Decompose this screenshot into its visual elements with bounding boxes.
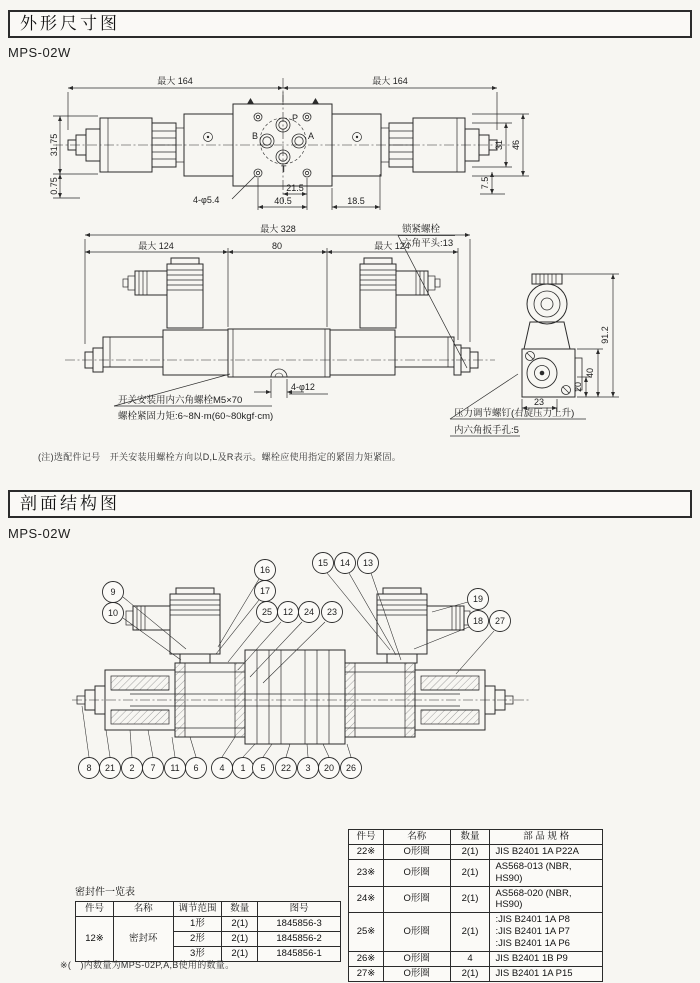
seal-table-footnote: ※( )内数量为MPS-02P,A,B使用的数量。 — [60, 960, 235, 970]
callout-19: 19 — [472, 594, 484, 604]
cell-qty: 2(1) — [450, 859, 490, 886]
callout-21: 21 — [104, 763, 116, 773]
seal-col-part-no: 件号 — [76, 902, 114, 917]
port-p-label: P — [292, 113, 299, 123]
oring-header-row — [349, 830, 603, 845]
oring-row-23 — [349, 859, 603, 886]
seal-table-block — [75, 883, 341, 962]
spec-line: :JIS B2401 1A P8 — [495, 914, 570, 926]
cell-part-no: 12※ — [76, 916, 114, 961]
callout-13: 13 — [362, 558, 374, 568]
cell-part-no: 22※ — [349, 844, 384, 859]
switch-bolt-label: 开关安装用内六角螺栓M5×70 — [118, 395, 243, 406]
callout-23: 23 — [326, 607, 338, 617]
cell-name: O形圈 — [383, 844, 450, 859]
dim-20: 20 — [573, 381, 583, 393]
cell-name: O形圈 — [383, 913, 450, 952]
port-a-label: A — [308, 131, 315, 141]
cell-name: O形圈 — [383, 951, 450, 966]
dim-0-75: 0.75 — [49, 177, 59, 195]
cell-spec: JIS B2401 1B P9 — [490, 951, 603, 966]
seal-col-dwg: 图号 — [258, 902, 341, 917]
side-view-dimension-drawing — [50, 222, 660, 457]
callout-22: 22 — [280, 763, 292, 773]
mounting-holes-label: 4-φ5.4 — [193, 195, 220, 205]
callout-leader-lines — [82, 573, 494, 757]
cell-part-no: 27※ — [349, 966, 384, 981]
dim-total-328: 最大 328 — [260, 224, 296, 234]
callout-15: 15 — [317, 558, 329, 568]
bottom-holes-label: 4-φ12 — [291, 382, 315, 392]
dim-center-80: 80 — [271, 241, 283, 251]
section1-title: 外形尺寸图 — [20, 14, 120, 33]
torque-label: 螺栓紧固力矩:6~8N·m(60~80kgf·cm) — [118, 411, 274, 422]
cell-dwg: 1845856-1 — [258, 946, 341, 961]
pressure-screw-label: 压力调节螺钉(右旋压力上升) — [454, 408, 575, 419]
callout-24: 24 — [303, 607, 315, 617]
cell-qty: 2(1) — [222, 916, 258, 931]
cell-qty: 2(1) — [450, 886, 490, 913]
section1-title-box — [8, 10, 692, 38]
spec-line: :JIS B2401 1A P6 — [495, 938, 570, 949]
dim-left-124: 最大 124 — [138, 241, 174, 251]
cell-qty: 2(1) — [450, 913, 490, 952]
cell-name: O形圈 — [383, 859, 450, 886]
cell-dwg: 1845856-2 — [258, 931, 341, 946]
cell-spec: AS568-020 (NBR, HS90) — [490, 886, 603, 913]
seal-table-title: 密封件一览表 — [75, 887, 135, 898]
cell-qty: 2(1) — [450, 966, 490, 981]
dim-40: 40 — [585, 367, 595, 379]
cell-name: O形圈 — [383, 886, 450, 913]
seal-col-name: 名称 — [113, 902, 173, 917]
cell-spec: AS568-013 (NBR, HS90) — [490, 859, 603, 886]
cell-qty: 2(1) — [450, 844, 490, 859]
section1-note: (注)选配件记号 开关安装用螺栓方向以D,L及R表示。螺栓应使用指定的紧固力矩紧固。 — [38, 452, 402, 462]
dim-31: 31 — [494, 139, 504, 151]
top-view-dimension-drawing — [40, 70, 660, 220]
cell-part-no: 23※ — [349, 859, 384, 886]
callout-14: 14 — [339, 558, 351, 568]
cell-dwg: 1845856-3 — [258, 916, 341, 931]
dim-width-left: 最大 164 — [157, 76, 193, 86]
callout-6: 6 — [193, 763, 199, 773]
cell-qty: 2(1) — [222, 946, 258, 961]
callout-7: 7 — [150, 763, 156, 773]
section2-title-box — [8, 490, 692, 518]
port-b-label: B — [252, 131, 259, 141]
section1-model: MPS-02W — [8, 45, 71, 60]
seal-col-range: 调节范围 — [173, 902, 222, 917]
cell-range: 2形 — [173, 931, 222, 946]
callout-20: 20 — [323, 763, 335, 773]
oring-col-part-no: 件号 — [349, 830, 384, 845]
callout-18: 18 — [472, 616, 484, 626]
dim-21-5: 21.5 — [286, 183, 304, 193]
dim-right-124: 最大 124 — [374, 241, 410, 251]
dim-18-5: 18.5 — [347, 196, 365, 206]
callout-8: 8 — [86, 763, 92, 773]
callout-12: 12 — [282, 607, 294, 617]
callout-17: 17 — [259, 586, 271, 596]
oring-row-25 — [349, 913, 603, 952]
dim-7-5: 7.5 — [480, 176, 490, 190]
oring-col-qty: 数量 — [450, 830, 490, 845]
seal-parts-table — [75, 901, 341, 962]
callout-1: 1 — [240, 763, 246, 773]
callout-25: 25 — [261, 607, 273, 617]
cell-part-no: 25※ — [349, 913, 384, 952]
spec-line: :JIS B2401 1A P7 — [495, 926, 570, 938]
dim-91-2: 91.2 — [600, 326, 610, 344]
cell-spec: JIS B2401 1A P15 — [490, 966, 603, 981]
callout-5: 5 — [260, 763, 266, 773]
dim-width-right: 最大 164 — [372, 76, 408, 86]
oring-row-26 — [349, 951, 603, 966]
callout-11: 11 — [170, 763, 180, 773]
cell-range: 3形 — [173, 946, 222, 961]
callout-16: 16 — [259, 565, 271, 575]
seal-header-row — [76, 902, 341, 917]
dim-23: 23 — [533, 397, 545, 407]
dim-40-5: 40.5 — [274, 196, 292, 206]
callout-2: 2 — [129, 763, 135, 773]
callout-3: 3 — [305, 763, 311, 773]
hex-hole-label: 内六角扳手孔:5 — [454, 425, 519, 436]
valve-side-outline — [65, 258, 582, 397]
callout-4: 4 — [219, 763, 225, 773]
callout-27: 27 — [494, 616, 506, 626]
cell-name: 密封环 — [113, 916, 173, 961]
cell-part-no: 26※ — [349, 951, 384, 966]
seal-row-1 — [76, 916, 341, 931]
seal-col-qty: 数量 — [222, 902, 258, 917]
port-t-label: T — [281, 164, 287, 174]
cell-range: 1形 — [173, 916, 222, 931]
cross-section-drawing — [60, 550, 660, 798]
callout-circles — [79, 553, 511, 779]
oring-col-name: 名称 — [383, 830, 450, 845]
lock-bolt-label: 锁紧螺栓 — [402, 224, 441, 235]
valve-body-outline — [53, 78, 515, 202]
cell-part-no: 24※ — [349, 886, 384, 913]
oring-row-22 — [349, 844, 603, 859]
oring-row-24 — [349, 886, 603, 913]
cell-spec-multiline — [490, 913, 603, 952]
dim-46: 46 — [511, 139, 521, 151]
callout-10: 10 — [107, 608, 119, 618]
cell-spec: JIS B2401 1A P22A — [490, 844, 603, 859]
callout-26: 26 — [345, 763, 357, 773]
oring-col-spec: 部 品 规 格 — [490, 830, 603, 845]
dim-31-75: 31.75 — [49, 133, 59, 157]
cell-qty: 4 — [450, 951, 490, 966]
section2-title: 剖面结构图 — [20, 494, 120, 513]
hex-head-label: 六角平头:13 — [402, 238, 454, 249]
section2-model: MPS-02W — [8, 526, 71, 541]
oring-row-27 — [349, 966, 603, 981]
cell-qty: 2(1) — [222, 931, 258, 946]
oring-parts-table — [348, 829, 603, 982]
callout-9: 9 — [110, 587, 116, 597]
cell-name: O形圈 — [383, 966, 450, 981]
